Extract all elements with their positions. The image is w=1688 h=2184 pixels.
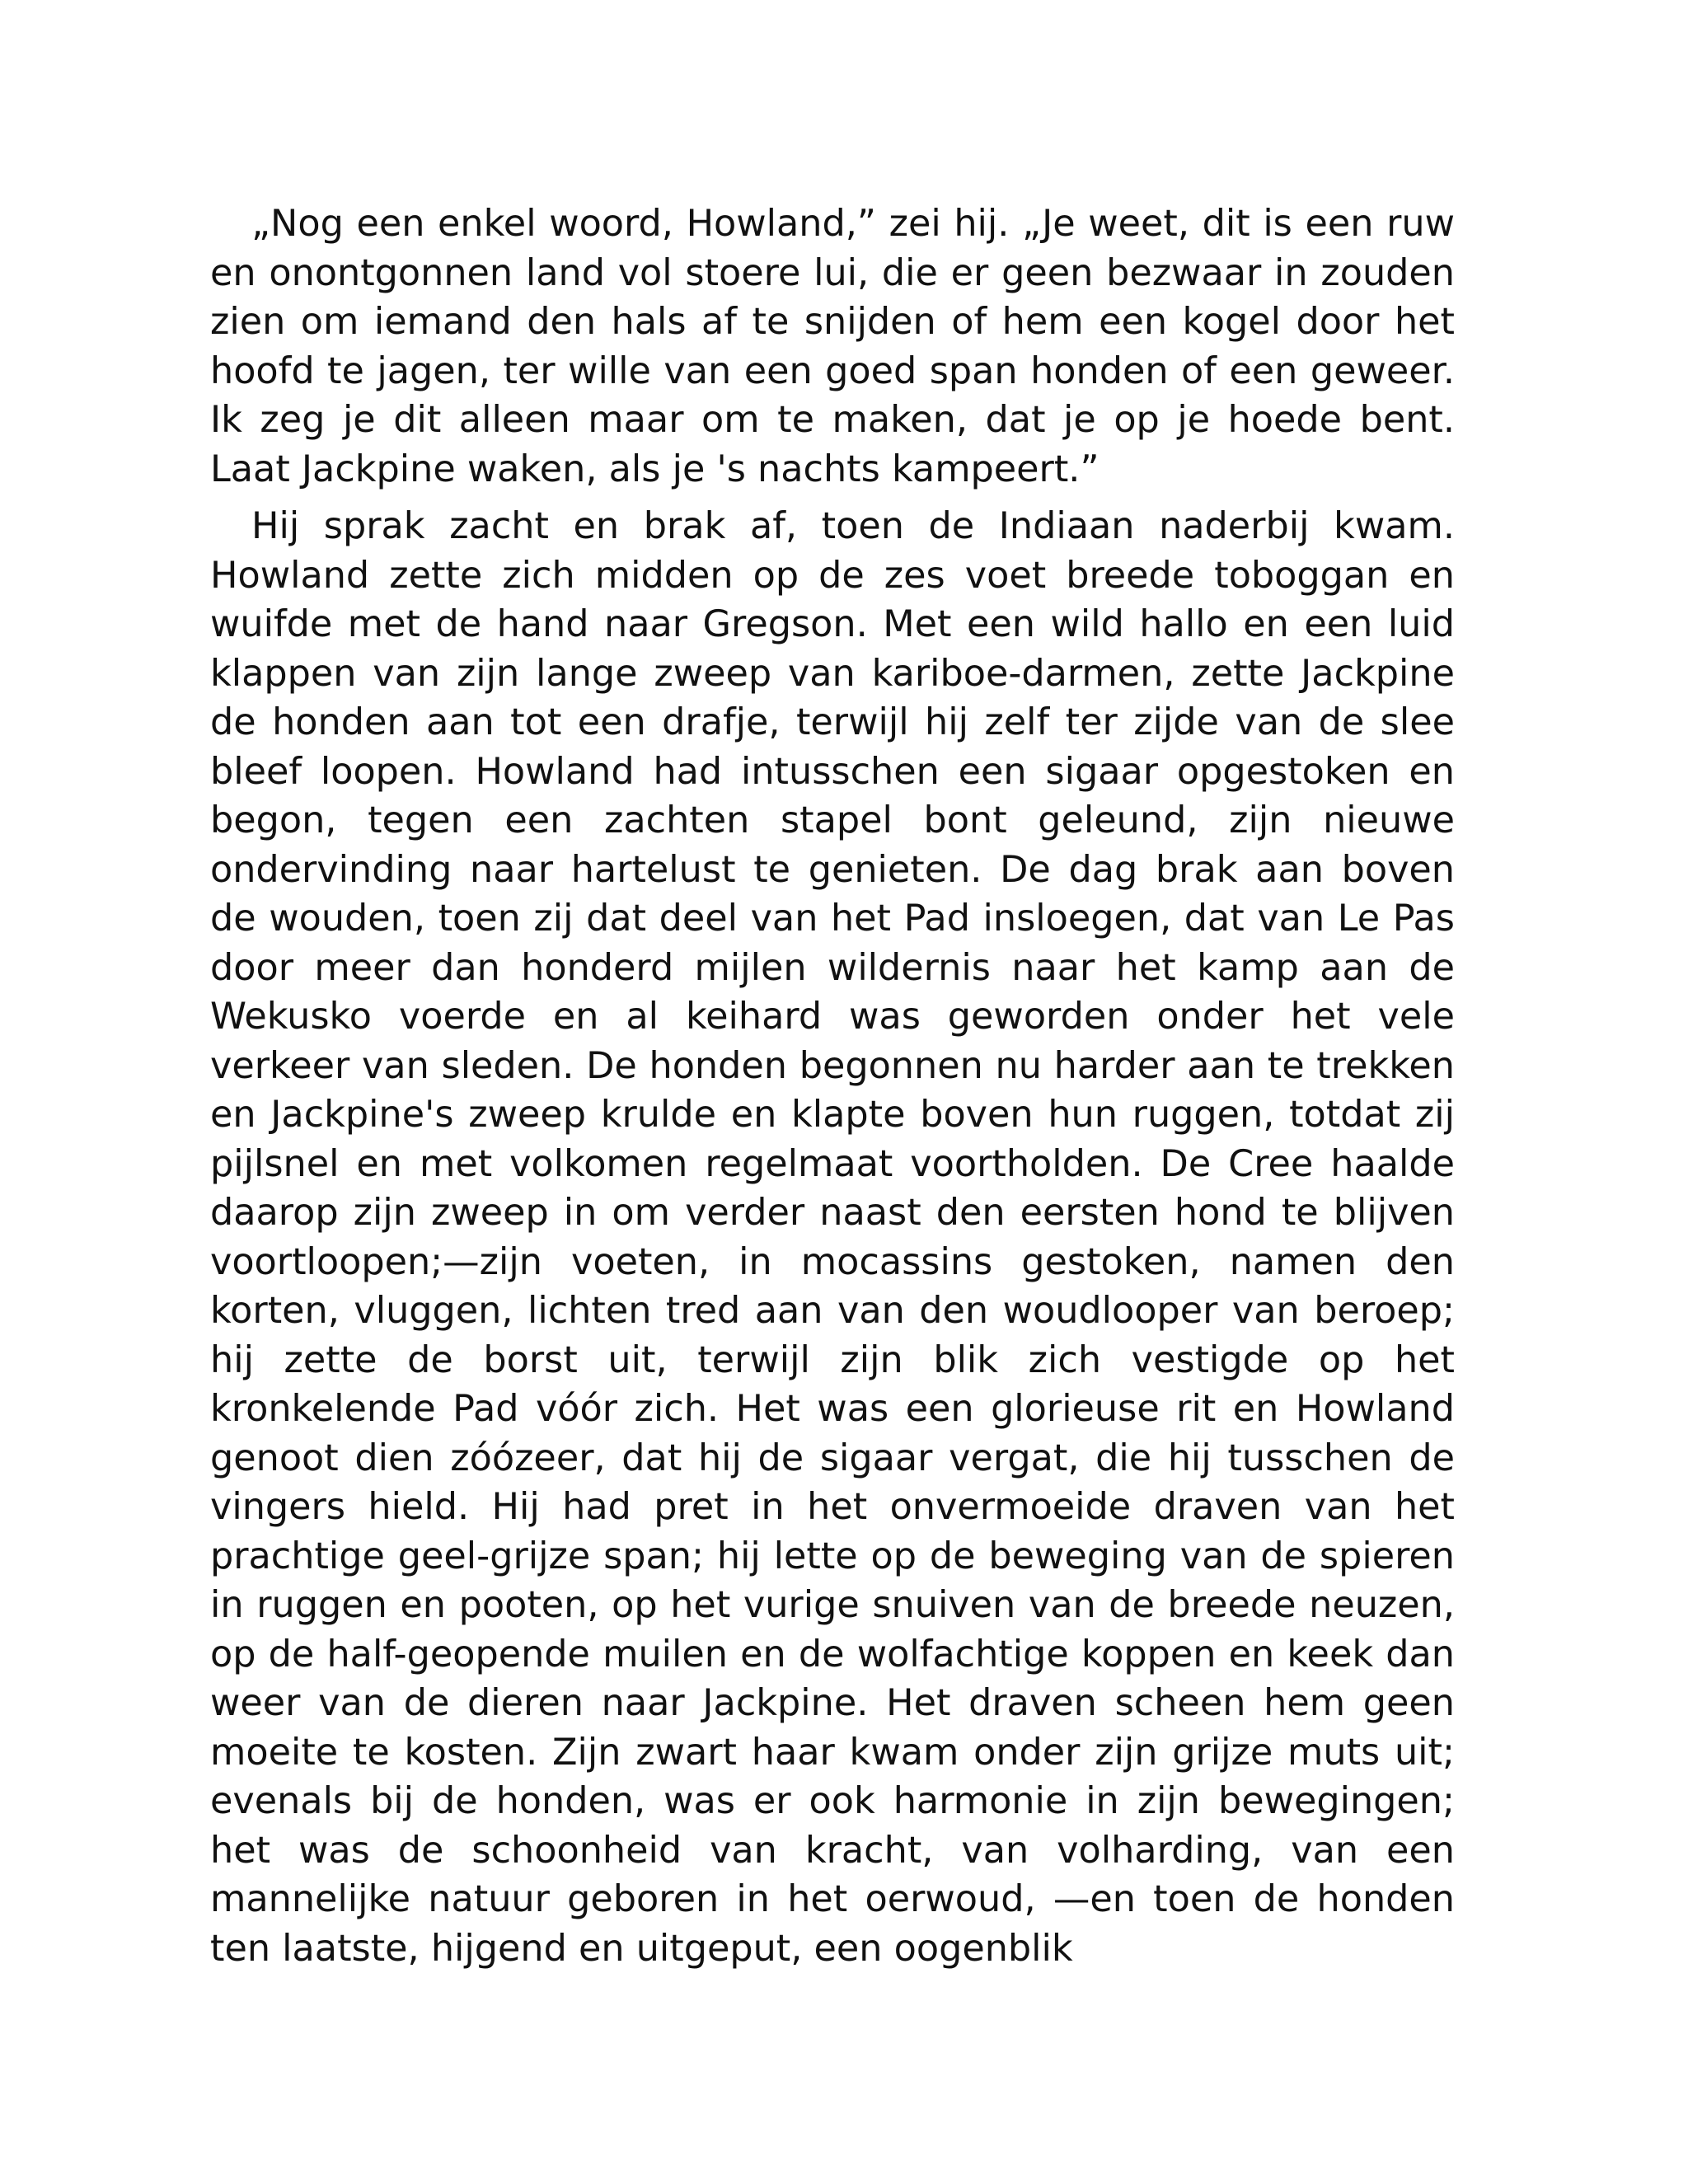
body-text [210, 199, 1455, 1973]
paragraph-sled-ride: Hij sprak zacht en brak af, toen de Indiaan naderbij kwam. Howland zette zich midden op de zes voet breede toboggan en wuifde met de hand naar Gregson. Met een wild hallo en een luid klappen van zijn lange zweep van kariboe-darmen, zette Jackpine de honden aan tot een drafje, terwijl hij zelf ter zijde van de slee bleef loopen. Howland had intusschen een sigaar opgestoken en begon, tegen een zachten stapel bont geleund, zijn nieuwe ondervinding naar hartelust te genieten. De dag brak aan boven de wouden, toen zij dat deel van het Pad insloegen, dat van Le Pas door meer dan honderd mijlen wildernis naar het kamp aan de Wekusko voerde en al keihard was geworden onder het vele verkeer van sleden. De honden begonnen nu harder aan te trekken en Jackpine's zweep krulde en klapte boven hun ruggen, totdat zij pijlsnel en met volkomen regelmaat voortholden. De Cree haalde daarop zijn zweep in om verder naast den eersten hond te blijven voortloopen;—zijn voeten, in mocassins gestoken, namen den korten, vluggen, lichten tred aan van den woudlooper van beroep; hij zette de borst uit, terwijl zijn blik zich vestigde op het kronkelende Pad vóór zich. Het was een glorieuse rit en Howland genoot dien zóózeer, dat hij de sigaar vergat, die hij tusschen de vingers hield. Hij had pret in het onvermoeide draven van het prachtige geel-grijze span; hij lette op de beweging van de spieren in ruggen en pooten, op het vurige snuiven van de breede neuzen, op de half-geopende muilen en de wolfachtige koppen en keek dan weer van de dieren naar Jackpine. Het draven scheen hem geen moeite te kosten. Zijn zwart haar kwam onder zijn grijze muts uit; evenals bij de honden, was er ook harmonie in zijn bewegingen; het was de schoonheid van kracht, van volharding, van een mannelijke natuur geboren in het oerwoud, —en toen de honden ten laatste, hijgend en uitgeput, een oogenblik [210, 505, 1455, 1970]
paragraph-warning: „Nog een enkel woord, Howland,” zei hij. „Je weet, dit is een ruw en onontgonnen land vol stoere lui, die er geen bezwaar in zouden zien om iemand den hals af te snijden of hem een kogel door het hoofd te jagen, ter wille van een goed span honden of een geweer. Ik zeg je dit alleen maar om te maken, dat je op je hoede bent. Laat Jackpine waken, als je 's nachts kampeert.” [210, 203, 1455, 490]
